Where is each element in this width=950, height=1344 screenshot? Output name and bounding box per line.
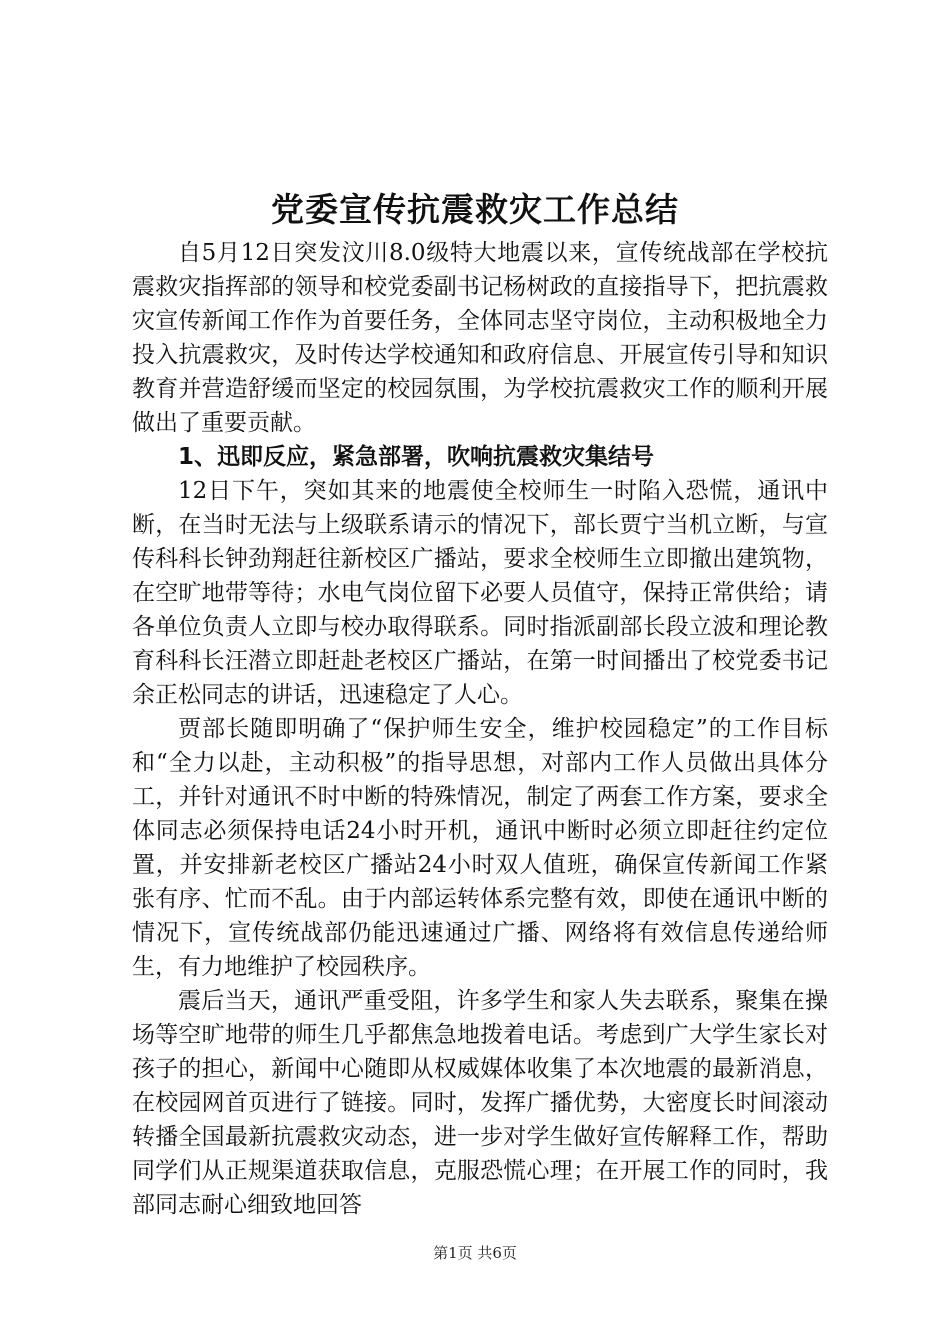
document-title: 党委宣传抗震救灾工作总结: [271, 190, 679, 229]
page-footer: 第1页 共6页: [433, 1244, 517, 1262]
paragraph-2: 12日下午，突如其来的地震使全校师生一时陷入恐慌，通讯中断，在当时无法与上级联系请示的情况下，部长贾宁当机立断，与宣传科科长钟劲翔赶往新校区广播站，要求全校师生立即撤出建筑物，在空旷地带等待；水电气岗位留下必要人员值守，保持正常供给；请各单位负责人立即与校办取得联系。同时指派副部长段立波和理论教育科科长汪潜立即赶赴老校区广播站，在第一时间播出了校党委书记余正松同志的讲话，迅速稳定了人心。: [132, 478, 828, 708]
paragraph-4: 震后当天，通讯严重受阻，许多学生和家人失去联系，聚集在操场等空旷地带的师生几乎都焦急地拨着电话。考虑到广大学生家长对孩子的担心，新闻中心随即从权威媒体收集了本次地震的最新消息，在校园网首页进行了链接。同时，发挥广播优势，大密度长时间滚动转播全国最新抗震救灾动态，进一步对学生做好宣传解释工作，帮助同学们从正规渠道获取信息，克服恐慌心理；在开展工作的同时，我部同志耐心细致地回答: [132, 988, 828, 1218]
paragraph-3: 贾部长随即明确了“保护师生安全，维护校园稳定”的工作目标和“全力以赴，主动积极”的指导思想，对部内工作人员做出具体分工，并针对通讯不时中断的特殊情况，制定了两套工作方案，要求全体同志必须保持电话24小时开机，通讯中断时必须立即赶往约定位置，并安排新老校区广播站24小时双人值班，确保宣传新闻工作紧张有序、忙而不乱。由于内部运转体系完整有效，即使在通讯中断的情况下，宣传统战部仍能迅速通过广播、网络将有效信息传递给师生，有力地维护了校园秩序。: [132, 716, 828, 980]
section-heading-1: 1、迅即反应，紧急部署，吹响抗震救灾集结号: [178, 444, 655, 470]
document-body: [132, 236, 828, 1222]
paragraph-intro: 自5月12日突发汶川8.0级特大地震以来，宣传统战部在学校抗震救灾指挥部的领导和校党委副书记杨树政的直接指导下，把抗震救灾宣传新闻工作作为首要任务，全体同志坚守岗位，主动积极地全力投入抗震救灾，及时传达学校通知和政府信息、开展宣传引导和知识教育并营造舒缓而坚定的校园氛围，为学校抗震救灾工作的顺利开展做出了重要贡献。: [132, 240, 828, 436]
